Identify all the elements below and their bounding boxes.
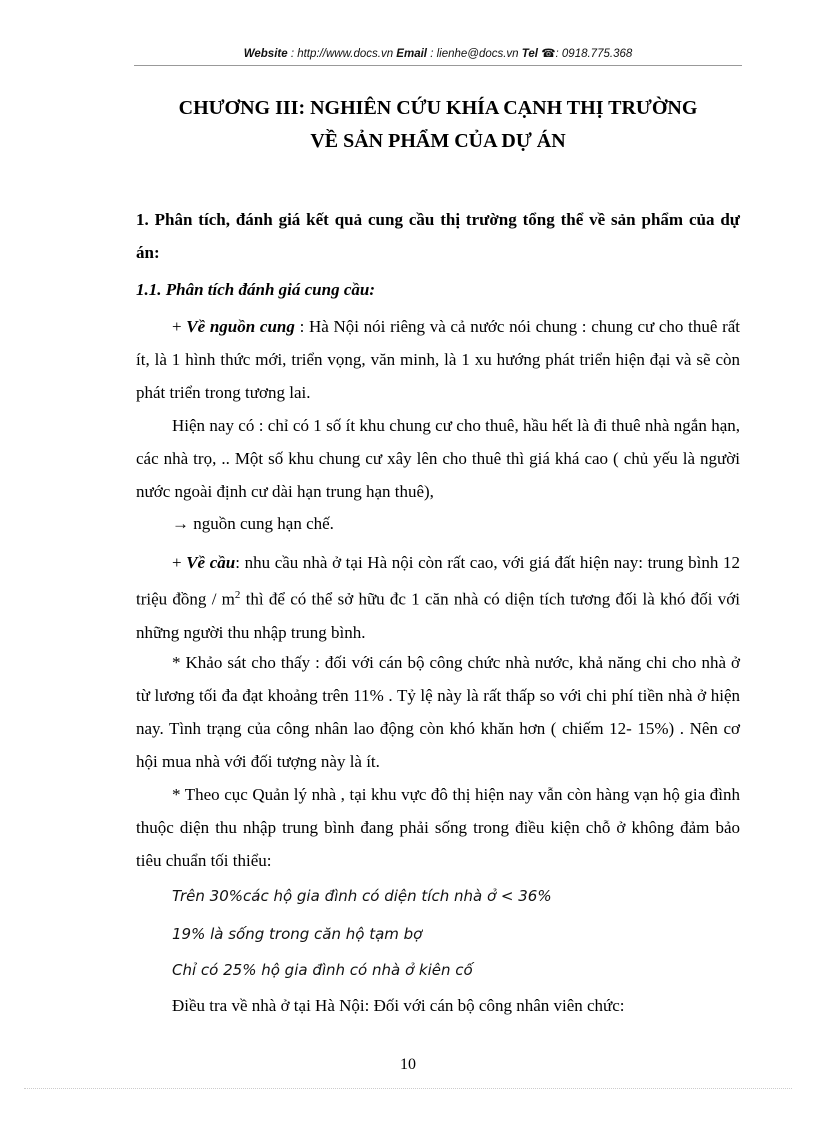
current-prefix: Hiện nay có :: [172, 416, 264, 435]
supply-paragraph: [136, 310, 740, 409]
email-value: : lienhe@docs.vn: [430, 48, 519, 60]
section-1-heading: 1. Phân tích, đánh giá kết quả cung cầu thị trường tổng thể về sản phẩm của dự án:: [136, 210, 740, 262]
section-1-1-heading: 1.1. Phân tích đánh giá cung cầu:: [136, 280, 375, 299]
limited-supply-line: [172, 514, 334, 534]
stat-line-2: 19% là sống trong căn hộ tạm bợ: [172, 925, 423, 943]
current-text: chỉ có 1 số ít khu chung cư cho thuê, hầu hết là đi thuê nhà ngắn hạn, các nhà trọ, .. Một số khu chung cư xây lên cho thuê thì giá khá cao ( chủ yếu là người nước ngoài định cư dài hạn trung hạn thuê),: [136, 416, 740, 501]
bottom-rule: [24, 1088, 792, 1089]
website-label: Website: [243, 48, 288, 60]
email-label: Email: [396, 48, 427, 60]
stat-line-3: Chỉ có 25% hộ gia đình có nhà ở kiên cố: [172, 961, 473, 979]
page-header: [134, 46, 742, 60]
chapter-title-line-2: VỀ SẢN PHẨM CỦA DỰ ÁN: [310, 130, 566, 152]
limited-supply-text: nguồn cung hạn chế.: [189, 514, 334, 533]
tel-value: : 0918.775.368: [555, 48, 633, 60]
current-situation-paragraph: [136, 409, 740, 508]
chapter-title-line-1: CHƯƠNG III: NGHIÊN CỨU KHÍA CẠNH THỊ TRƯỜNG: [178, 97, 698, 119]
demand-text-a: : nhu cầu nhà ở tại Hà nội còn rất cao, với giá đất hiện nay: trung bình 12 triệu đồng / m: [136, 553, 740, 609]
demand-prefix: +: [172, 553, 187, 572]
supply-label: Về nguồn cung: [186, 317, 295, 336]
page-number: 10: [400, 1056, 416, 1073]
survey-line: Điều tra về nhà ở tại Hà Nội: Đối với cán bộ công nhân viên chức:: [172, 996, 625, 1015]
demand-text-b: thì để có thể sở hữu đc 1 căn nhà có diện tích tương đối là khó đối với những người thu nhập trung bình.: [136, 589, 741, 642]
stat-line-1: Trên 30%các hộ gia đình có diện tích nhà ở < 36%: [172, 887, 552, 905]
header-rule: [134, 65, 742, 66]
demand-superscript: 2: [234, 589, 241, 601]
phone-icon: ☎: [541, 48, 556, 60]
supply-prefix: +: [172, 317, 187, 336]
demand-paragraph: [136, 546, 740, 649]
arrow-icon: →: [172, 514, 189, 533]
survey-paragraph: * Khảo sát cho thấy : đối với cán bộ công chức nhà nước, khả năng chi cho nhà ở từ lương tối đa đạt khoảng trên 11% . Tỷ lệ này là rất thấp so với chi phí tiền nhà ở hiện nay. Tình trạng của công nhân lao động còn khó khăn hơn ( chiếm 12- 15%) . Nên cơ hội mua nhà với đối tượng này là ít.: [136, 653, 740, 771]
housing-department-paragraph: * Theo cục Quản lý nhà , tại khu vực đô thị hiện nay vẫn còn hàng vạn hộ gia đình thuộc diện thu nhập trung bình đang phải sống trong điều kiện chỗ ở không đảm bảo tiêu chuẩn tối thiểu:: [136, 785, 740, 870]
chapter-title: [134, 92, 742, 158]
website-value: : http://www.docs.vn: [290, 48, 394, 60]
tel-label: Tel: [521, 48, 538, 60]
supply-text: : Hà Nội nói riêng và cả nước nói chung : chung cư cho thuê rất ít, là 1 hình thức mới, triển vọng, văn minh, là 1 xu hướng phát triển hiện đại và sẽ còn phát triển trong tương lai.: [136, 317, 741, 402]
demand-label: Về cầu: [186, 553, 236, 572]
